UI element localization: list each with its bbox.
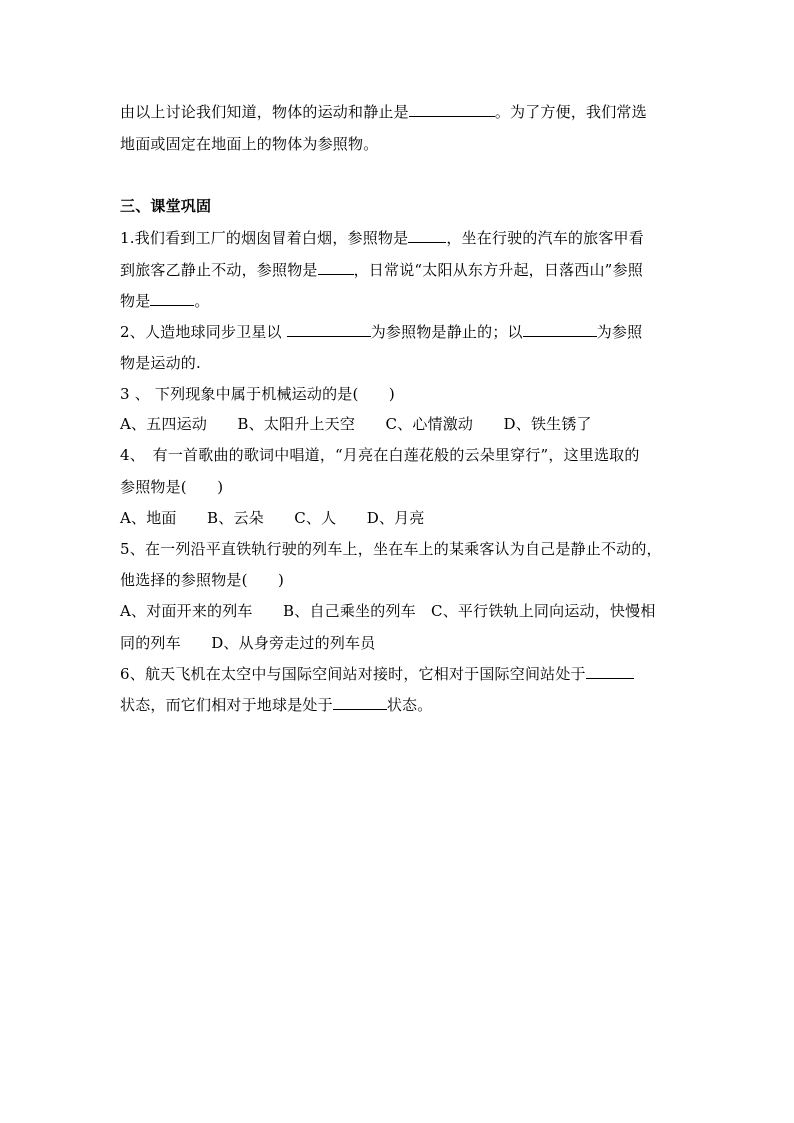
answer-blank[interactable] <box>150 291 194 306</box>
q4-line-1: 4、 有一首歌曲的歌词中唱道，“月亮在白莲花般的云朵里穿行”，这里选取的 <box>120 446 640 464</box>
intro-line-1 <box>120 102 647 122</box>
q1-text-3a: 物是 <box>120 292 151 310</box>
q1-line-3 <box>120 291 210 311</box>
intro-text-1b: 。为了方便，我们常选 <box>494 103 647 121</box>
q1-text-1b: ，坐在行驶的汽车的旅客甲看 <box>446 229 644 247</box>
intro-line-2: 地面或固定在地面上的物体为参照物。 <box>120 135 379 153</box>
q1-text-2a: 到旅客乙静止不动，参照物是 <box>120 261 318 279</box>
q2-text-1c: 为参照 <box>596 323 643 341</box>
answer-blank[interactable] <box>318 260 354 275</box>
q6-text-1: 6、航天飞机在太空中与国际空间站对接时，它相对于国际空间站处于 <box>120 665 586 683</box>
q1-line-2 <box>120 260 643 280</box>
q4-line-2: 参照物是( ) <box>120 478 224 496</box>
q2-text-1b: 为参照物是静止的；以 <box>370 323 523 341</box>
q2-line-2: 物是运动的. <box>120 354 201 372</box>
q5-line-1: 5、在一列沿平直铁轨行驶的列车上，坐在车上的某乘客认为自己是静止不动的， <box>120 540 662 558</box>
q6-text-2b: 状态。 <box>386 696 433 714</box>
q6-line-2 <box>120 695 432 715</box>
q6-line-1 <box>120 664 634 684</box>
answer-blank[interactable] <box>287 322 371 337</box>
q6-text-2a: 状态，而它们相对于地球是处于 <box>120 696 333 714</box>
answer-blank[interactable] <box>586 664 634 679</box>
q3-options: A、五四运动 B、太阳升上天空 C、心情激动 D、铁生锈了 <box>120 415 592 433</box>
section-title: 三、课堂巩固 <box>120 197 212 215</box>
q2-text-1a: 2、人造地球同步卫星以 <box>120 323 287 341</box>
q2-line-1 <box>120 322 642 342</box>
q1-line-1 <box>120 228 644 248</box>
answer-blank[interactable] <box>523 322 597 337</box>
q5-options-1: A、对面开来的列车 B、自己乘坐的列车 C、平行铁轨上同向运动，快慢相 <box>120 602 656 620</box>
answer-blank[interactable] <box>408 228 446 243</box>
intro-text-1a: 由以上讨论我们知道，物体的运动和静止是 <box>120 103 409 121</box>
q5-line-2: 他选择的参照物是( ) <box>120 571 285 589</box>
answer-blank[interactable] <box>333 695 387 710</box>
answer-blank[interactable] <box>409 102 495 117</box>
q4-options: A、地面 B、云朵 C、人 D、月亮 <box>120 509 425 527</box>
q1-text-2b: ，日常说“太阳从东方升起，日落西山”参照 <box>353 261 643 279</box>
q5-options-2: 同的列车 D、从身旁走过的列车员 <box>120 634 376 652</box>
q1-text-3b: 。 <box>194 292 210 310</box>
q3-stem: 3 、 下列现象中属于机械运动的是( ) <box>120 385 395 403</box>
q1-text-1a: 1.我们看到工厂的烟囱冒着白烟，参照物是 <box>120 229 409 247</box>
